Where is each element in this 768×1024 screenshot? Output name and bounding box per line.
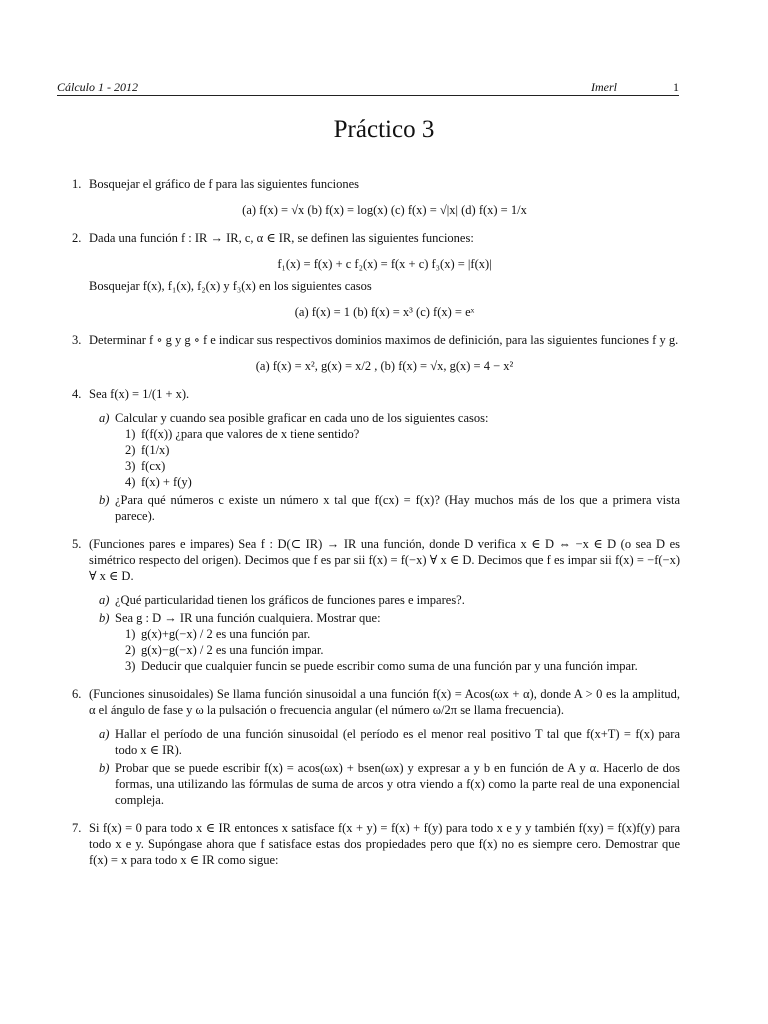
exercise-text: Sea f(x) = 1/(1 + x). — [89, 387, 190, 401]
subitem-text: Sea g : D → IR una función cualquiera. Mostrar que: — [115, 611, 381, 625]
exercise-7 — [72, 820, 680, 868]
case-2 — [115, 642, 680, 658]
exercise-number: 4. — [72, 387, 82, 401]
subitems — [89, 410, 680, 524]
exercise-2 — [72, 230, 680, 320]
case-number: 3) — [125, 459, 136, 473]
subitems — [89, 726, 680, 808]
exercise-number: 7. — [72, 821, 82, 835]
formula: (a) f(x) = x², g(x) = x/2 , (b) f(x) = √x, g(x) = 4 − x² — [255, 359, 514, 373]
page-number: 1 — [673, 80, 679, 94]
exercise-number: 1. — [72, 177, 82, 191]
case-1 — [115, 426, 680, 442]
subitem-label: a) — [99, 411, 110, 425]
exercise-4 — [72, 386, 680, 524]
case-number: 1) — [125, 627, 136, 641]
exercise-text-continued: Bosquejar f(x), f₁(x), f₂(x) y f₃(x) en los siguientes casos — [89, 279, 372, 293]
subitem-text: Calcular y cuando sea posible graficar en cada uno de los siguientes casos: — [115, 411, 489, 425]
exercise-number: 3. — [72, 333, 82, 347]
exercise-text: Determinar f ∘ g y g ∘ f e indicar sus respectivos dominios maximos de definición, para las siguientes funciones f y g. — [89, 333, 679, 347]
subitem-label: b) — [99, 493, 110, 507]
case-text: f(cx) — [141, 459, 166, 473]
subitem-text: ¿Para qué números c existe un número x tal que f(cx) = f(x)? (Hay muchos más de los que a primera vista parece). — [115, 493, 680, 523]
exercise-number: 6. — [72, 687, 82, 701]
exercise-number: 2. — [72, 231, 82, 245]
header-rule — [57, 95, 679, 96]
case-text: g(x)+g(−x) / 2 es una función par. — [141, 627, 311, 641]
case-text: f(f(x)) ¿para que valores de x tiene sentido? — [141, 427, 360, 441]
case-number: 2) — [125, 443, 136, 457]
course-title: Cálculo 1 - 2012 — [57, 80, 138, 94]
subitem-b — [89, 610, 680, 674]
subitem-a — [89, 410, 680, 490]
case-number: 3) — [125, 659, 136, 673]
subitem-label: b) — [99, 761, 110, 775]
subitem-b — [89, 760, 680, 808]
case-number: 2) — [125, 643, 136, 657]
exercise-text: Si f(x) = 0 para todo x ∈ IR entonces x satisface f(x + y) = f(x) + f(y) para todo x e y y también f(xy) = f(x)f(y) para todo x e y. Supóngase ahora que f satisface estas dos propiedades pero que f(x) no es siempre cero. Demostrar que f(x) = x para todo x ∈ IR como sigue: — [89, 821, 680, 867]
institution: Imerl — [591, 80, 617, 94]
case-text: f(x) + f(y) — [141, 475, 192, 489]
subitem-label: a) — [99, 593, 110, 607]
exercise-6 — [72, 686, 680, 808]
subitem-text: Probar que se puede escribir f(x) = acos(ωx) + bsen(ωx) y expresar a y b en función de A y α. Hacerlo de dos formas, una utilizando las fórmulas de suma de arcos y otra viendo a f(x) como la parte real de una exponencial compleja. — [115, 761, 680, 807]
exercise-text: (Funciones sinusoidales) Se llama función sinusoidal a una función f(x) = Acos(ωx + α), donde A > 0 es la amplitud, α el ángulo de fase y ω la pulsación o frecuencia angular (el número ω/2π se llama frecuencia). — [89, 687, 680, 717]
exercise-text: Dada una función f : IR → IR, c, α ∈ IR, se definen las siguientes funciones: — [89, 231, 474, 245]
subitem-text: ¿Qué particularidad tienen los gráficos de funciones pares e impares?. — [115, 593, 465, 607]
case-1 — [115, 626, 680, 642]
case-number: 4) — [125, 475, 136, 489]
formula: (a) f(x) = √x (b) f(x) = log(x) (c) f(x) = √|x| (d) f(x) = 1/x — [242, 203, 527, 217]
case-text: Deducir que cualquier funcin se puede escribir como suma de una función par y una función impar. — [141, 659, 638, 673]
case-text: g(x)−g(−x) / 2 es una función impar. — [141, 643, 324, 657]
exercise-text: (Funciones pares e impares) Sea f : D(⊂ IR) → IR una función, donde D verifica x ∈ D ⇔ −x ∈ D (o sea D es simétrico respecto del origen). Decimos que f es par sii f(x) = f(−x) ∀ x ∈ D. Decimos que f es impar sii f(x) = −f(−x) ∀ x ∈ D. — [89, 537, 680, 583]
exercise-text: Bosquejar el gráfico de f para las siguientes funciones — [89, 177, 360, 191]
exercise-5 — [72, 536, 680, 674]
case-3 — [115, 458, 680, 474]
subitems — [89, 592, 680, 674]
page-title: Práctico 3 — [333, 116, 435, 143]
running-header — [57, 80, 679, 96]
case-text: f(1/x) — [141, 443, 170, 457]
exercise-number: 5. — [72, 537, 82, 551]
case-number: 1) — [125, 427, 136, 441]
formula: f₁(x) = f(x) + c f₂(x) = f(x + c) f₃(x) = |f(x)| — [277, 257, 492, 271]
exercise-list — [72, 176, 680, 880]
subitem-label: b) — [99, 611, 110, 625]
subitem-b — [89, 492, 680, 524]
exercise-3 — [72, 332, 680, 374]
subitem-a — [89, 592, 680, 608]
case-2 — [115, 442, 680, 458]
exercise-1 — [72, 176, 680, 218]
subitem-a — [89, 726, 680, 758]
subitem-label: a) — [99, 727, 110, 741]
formula-cases: (a) f(x) = 1 (b) f(x) = x³ (c) f(x) = eˣ — [294, 305, 475, 319]
case-4 — [115, 474, 680, 490]
case-3 — [115, 658, 680, 674]
subitem-text: Hallar el período de una función sinusoidal (el período es el menor real positivo T tal que f(x+T) = f(x) para todo x ∈ IR). — [115, 727, 680, 757]
